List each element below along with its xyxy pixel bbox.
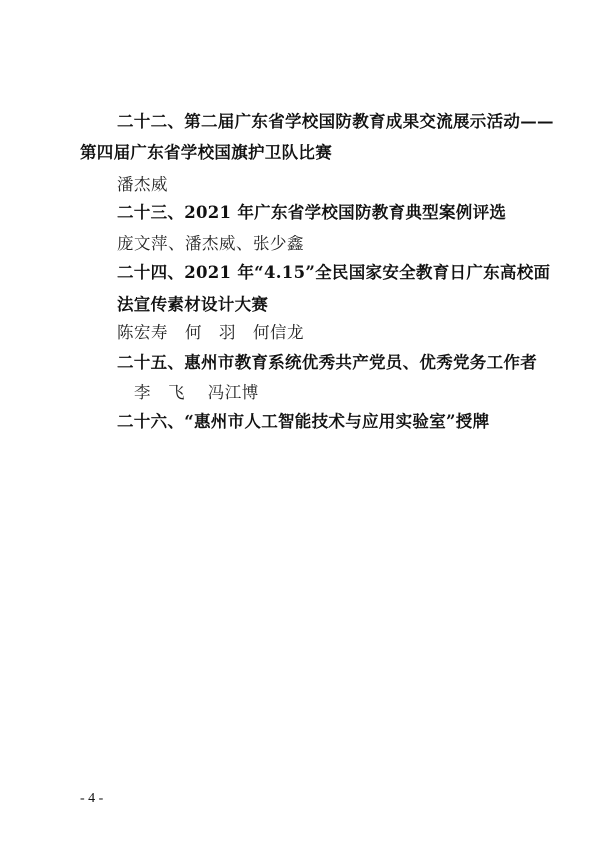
item-24-heading-line2: 法宣传素材设计大赛 [117, 295, 269, 314]
item-23-heading: 二十三、2021 年广东省学校国防教育典型案例评选 [117, 203, 507, 222]
item-25-heading: 二十五、惠州市教育系统优秀共产党员、优秀党务工作者 [117, 353, 537, 372]
item-23-names: 庞文萍、潘杰威、张少鑫 [117, 234, 304, 253]
item-24-names: 陈宏寿 何 羽 何信龙 [117, 323, 304, 342]
item-26-heading: 二十六、“惠州市人工智能技术与应用实验室”授牌 [117, 412, 490, 431]
item-25-names: 李 飞 冯江博 [117, 383, 259, 402]
item-22-heading-line1: 二十二、第二届广东省学校国防教育成果交流展示活动—— [117, 112, 554, 131]
item-22-heading-line2: 第四届广东省学校国旗护卫队比赛 [80, 143, 332, 162]
item-24-heading-line1: 二十四、2021 年“4.15”全民国家安全教育日广东高校面 [117, 263, 551, 282]
item-22-names: 潘杰威 [117, 175, 168, 194]
page-number: - 4 - [80, 791, 104, 806]
